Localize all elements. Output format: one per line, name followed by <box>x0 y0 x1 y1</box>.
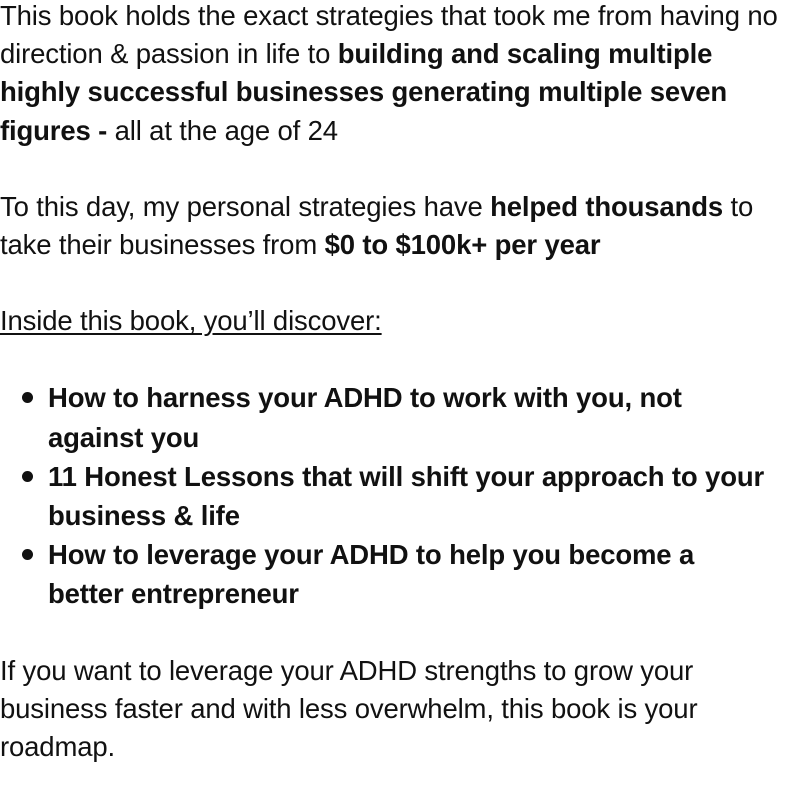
bullet-icon <box>22 471 33 482</box>
intro-paragraph <box>0 0 790 150</box>
list-item-text: 11 Honest Lessons that will shift your approach to your business & life <box>48 460 765 532</box>
closing-paragraph: If you want to leverage your ADHD strengths to grow your business faster and with less overwhelm, this book is your roadmap. <box>0 654 698 763</box>
list-item <box>0 457 790 535</box>
list-item <box>0 378 790 456</box>
impact-paragraph <box>0 188 790 264</box>
discover-heading: Inside this book, you’ll discover: <box>0 305 382 337</box>
list-item-text: How to harness your ADHD to work with you, not against you <box>48 382 682 453</box>
impact-text: To this day, my personal strategies have <box>0 190 491 222</box>
bullet-icon <box>22 392 33 403</box>
spacer <box>0 264 790 302</box>
spacer <box>0 150 790 188</box>
spacer <box>0 614 790 652</box>
list-item <box>0 535 790 613</box>
impact-text-middle: to take their businesses from <box>0 190 754 261</box>
bullet-icon <box>22 549 33 560</box>
spacer <box>0 340 790 378</box>
discover-list <box>0 378 790 613</box>
impact-highlight: helped thousands <box>490 190 724 222</box>
list-item-text: How to leverage your ADHD to help you become a better entrepreneur <box>48 539 695 610</box>
intro-age-text: all at the age of 24 <box>114 114 338 146</box>
intro-highlight: building and scaling multiple highly successful businesses generating multiple seven figures - <box>0 38 728 146</box>
intro-text: This book holds the exact strategies that took me from having no direction & passion in life to <box>0 0 778 70</box>
impact-revenue-highlight: $0 to $100k+ per year <box>324 229 601 261</box>
